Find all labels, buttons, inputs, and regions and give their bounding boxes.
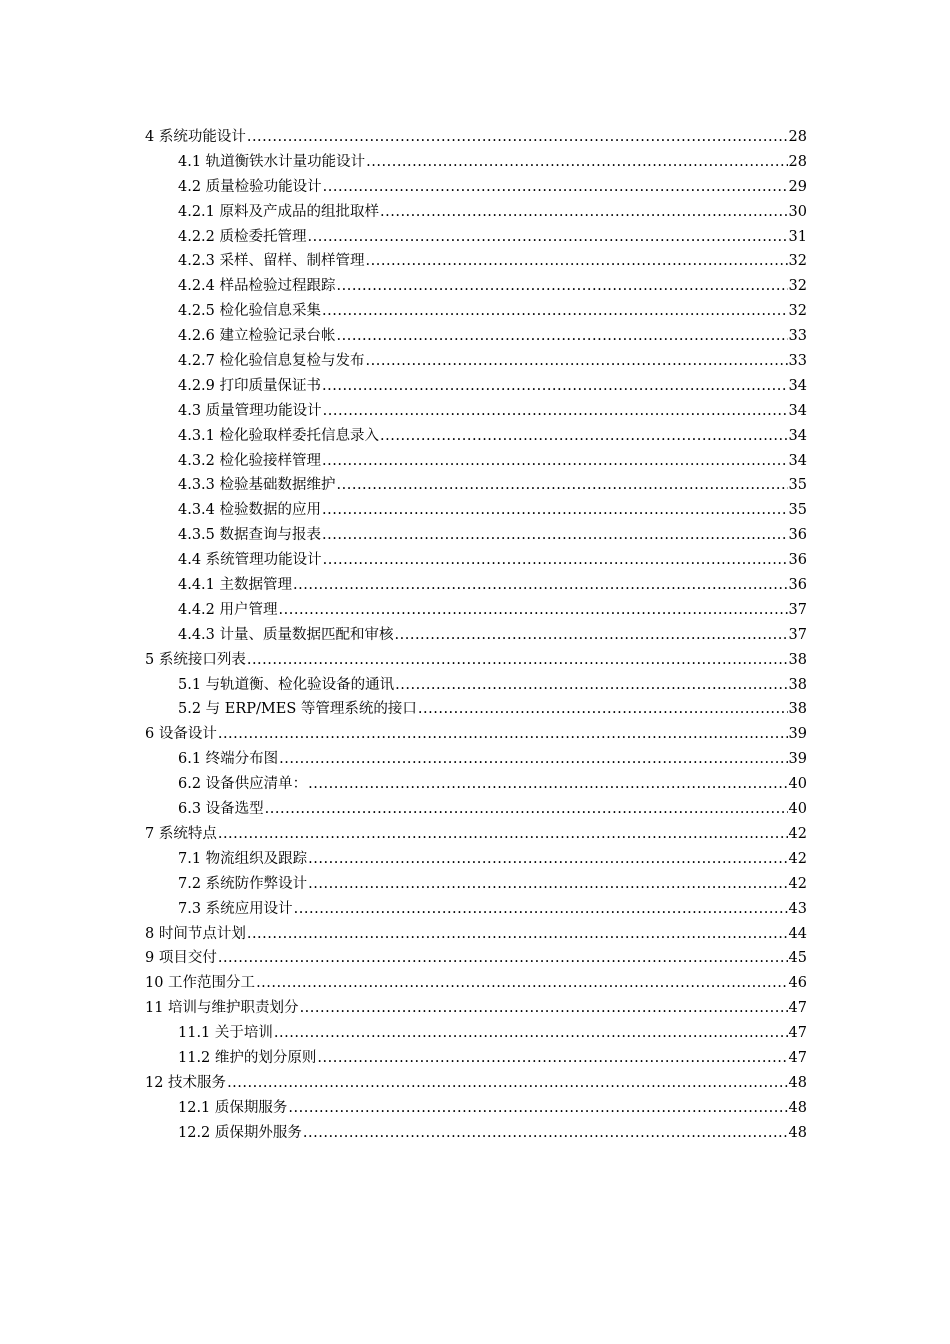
- toc-entry-page-number: 36: [788, 552, 807, 569]
- toc-entry-page-number: 47: [788, 1049, 807, 1066]
- toc-entry-page-number: 36: [788, 577, 807, 594]
- toc-entry-page-number: 31: [788, 228, 807, 245]
- toc-dot-leader: [395, 623, 788, 648]
- toc-entry-section[interactable]: [145, 200, 807, 225]
- toc-entry-title: 4.2.9 打印质量保证书: [178, 377, 322, 394]
- toc-dot-leader: [279, 598, 788, 623]
- toc-entry-page-number: 40: [788, 776, 807, 793]
- toc-dot-leader: [308, 772, 787, 797]
- toc-entry-title: 4.2.4 样品检验过程跟踪: [178, 278, 336, 295]
- toc-entry-section[interactable]: [145, 847, 807, 872]
- toc-dot-leader: [322, 523, 788, 548]
- toc-entry-title: 4.3.3 检验基础数据维护: [178, 477, 336, 494]
- toc-entry-section[interactable]: [145, 548, 807, 573]
- toc-dot-leader: [294, 897, 788, 922]
- toc-dot-leader: [288, 1096, 787, 1121]
- toc-entry-page-number: 28: [788, 153, 807, 170]
- toc-dot-leader: [322, 299, 788, 324]
- toc-entry-chapter[interactable]: [145, 971, 807, 996]
- toc-dot-leader: [218, 722, 788, 747]
- toc-entry-section[interactable]: [145, 349, 807, 374]
- toc-entry-title: 4.3.4 检验数据的应用: [178, 502, 322, 519]
- toc-entry-section[interactable]: [145, 1096, 807, 1121]
- toc-dot-leader: [227, 1071, 787, 1096]
- toc-entry-title: 4.1 轨道衡铁水计量功能设计: [178, 153, 366, 170]
- toc-entry-section[interactable]: [145, 225, 807, 250]
- toc-entry-page-number: 48: [788, 1124, 807, 1141]
- toc-dot-leader: [380, 200, 788, 225]
- toc-entry-chapter[interactable]: [145, 922, 807, 947]
- toc-entry-page-number: 39: [788, 726, 807, 743]
- toc-entry-page-number: 36: [788, 527, 807, 544]
- toc-entry-page-number: 45: [788, 950, 807, 967]
- toc-dot-leader: [293, 573, 788, 598]
- toc-dot-leader: [337, 274, 788, 299]
- toc-entry-title: 4.4 系统管理功能设计: [178, 552, 322, 569]
- toc-entry-page-number: 48: [788, 1074, 807, 1091]
- toc-entry-section[interactable]: [145, 747, 807, 772]
- toc-dot-leader: [395, 673, 787, 698]
- toc-dot-leader: [256, 971, 787, 996]
- toc-entry-section[interactable]: [145, 324, 807, 349]
- toc-entry-page-number: 32: [788, 278, 807, 295]
- toc-entry-page-number: 34: [788, 377, 807, 394]
- toc-entry-title: 4.3.2 检化验接样管理: [178, 452, 322, 469]
- toc-entry-section[interactable]: [145, 299, 807, 324]
- table-of-contents: [145, 125, 807, 1146]
- toc-entry-page-number: 42: [788, 850, 807, 867]
- toc-entry-page-number: 47: [788, 1000, 807, 1017]
- toc-entry-page-number: 46: [788, 975, 807, 992]
- toc-entry-chapter[interactable]: [145, 822, 807, 847]
- toc-entry-title: 4.3.1 检化验取样委托信息录入: [178, 427, 380, 444]
- toc-entry-title: 12.1 质保期服务: [178, 1099, 288, 1116]
- toc-entry-title: 4.2 质量检验功能设计: [178, 178, 322, 195]
- toc-entry-title: 6.3 设备选型: [178, 801, 264, 818]
- toc-dot-leader: [279, 747, 787, 772]
- toc-entry-title: 11.1 关于培训: [178, 1025, 273, 1042]
- toc-entry-page-number: 39: [788, 751, 807, 768]
- toc-dot-leader: [366, 249, 788, 274]
- toc-entry-chapter[interactable]: [145, 946, 807, 971]
- toc-entry-section[interactable]: [145, 150, 807, 175]
- toc-entry-page-number: 48: [788, 1099, 807, 1116]
- toc-dot-leader: [303, 1121, 788, 1146]
- toc-entry-page-number: 32: [788, 303, 807, 320]
- toc-dot-leader: [308, 872, 787, 897]
- toc-entry-title: 9 项目交付: [145, 950, 217, 967]
- toc-entry-section[interactable]: [145, 473, 807, 498]
- toc-dot-leader: [323, 175, 788, 200]
- toc-entry-page-number: 40: [788, 801, 807, 818]
- toc-entry-section[interactable]: [145, 598, 807, 623]
- toc-entry-title: 10 工作范围分工: [145, 975, 256, 992]
- toc-dot-leader: [323, 548, 788, 573]
- toc-entry-page-number: 42: [788, 825, 807, 842]
- toc-entry-title: 8 时间节点计划: [145, 925, 246, 942]
- toc-entry-title: 6 设备设计: [145, 726, 217, 743]
- toc-entry-title: 12.2 质保期外服务: [178, 1124, 302, 1141]
- toc-dot-leader: [366, 150, 787, 175]
- toc-dot-leader: [322, 374, 788, 399]
- toc-entry-title: 4.2.3 采样、留样、制样管理: [178, 253, 365, 270]
- toc-entry-page-number: 43: [788, 900, 807, 917]
- toc-entry-title: 4.4.2 用户管理: [178, 601, 278, 618]
- toc-entry-page-number: 28: [788, 129, 807, 145]
- toc-dot-leader: [218, 946, 788, 971]
- toc-dot-leader: [322, 498, 788, 523]
- toc-entry-section[interactable]: [145, 697, 807, 722]
- toc-entry-page-number: 42: [788, 875, 807, 892]
- toc-entry-page-number: 47: [788, 1025, 807, 1042]
- toc-entry-section[interactable]: [145, 1021, 807, 1046]
- toc-dot-leader: [274, 1021, 788, 1046]
- toc-dot-leader: [337, 473, 788, 498]
- toc-entry-title: 4.3 质量管理功能设计: [178, 402, 322, 419]
- toc-entry-title: 6.2 设备供应清单：: [178, 776, 308, 793]
- toc-entry-section[interactable]: [145, 897, 807, 922]
- toc-entry-section[interactable]: [145, 872, 807, 897]
- toc-entry-title: 4.4.1 主数据管理: [178, 577, 293, 594]
- toc-entry-section[interactable]: [145, 374, 807, 399]
- toc-entry-section[interactable]: [145, 424, 807, 449]
- toc-entry-page-number: 38: [788, 676, 807, 693]
- toc-entry-page-number: 38: [788, 651, 807, 668]
- toc-entry-section[interactable]: [145, 1046, 807, 1071]
- toc-entry-chapter[interactable]: [145, 722, 807, 747]
- toc-entry-section[interactable]: [145, 249, 807, 274]
- toc-entry-section[interactable]: [145, 498, 807, 523]
- toc-entry-section[interactable]: [145, 573, 807, 598]
- toc-dot-leader: [322, 449, 788, 474]
- toc-entry-title: 5.1 与轨道衡、检化验设备的通讯: [178, 676, 395, 693]
- toc-dot-leader: [380, 424, 788, 449]
- toc-dot-leader: [366, 349, 788, 374]
- toc-entry-section[interactable]: [145, 673, 807, 698]
- toc-entry-title: 4.2.1 原料及产成品的组批取样: [178, 203, 380, 220]
- toc-dot-leader: [218, 822, 788, 847]
- toc-entry-section[interactable]: [145, 399, 807, 424]
- toc-entry-title: 7.1 物流组织及跟踪: [178, 850, 308, 867]
- toc-entry-title: 7.2 系统防作弊设计: [178, 875, 308, 892]
- toc-entry-page-number: 35: [788, 477, 807, 494]
- toc-dot-leader: [247, 125, 788, 150]
- toc-entry-chapter[interactable]: [145, 125, 807, 150]
- toc-entry-page-number: 33: [788, 328, 807, 345]
- toc-entry-section[interactable]: [145, 274, 807, 299]
- toc-entry-page-number: 37: [788, 626, 807, 643]
- toc-entry-section[interactable]: [145, 523, 807, 548]
- toc-entry-page-number: 33: [788, 353, 807, 370]
- toc-entry-title: 4.3.5 数据查询与报表: [178, 527, 322, 544]
- toc-entry-section[interactable]: [145, 772, 807, 797]
- toc-entry-title: 5.2 与 ERP/MES 等管理系统的接口: [178, 701, 417, 718]
- toc-entry-page-number: 35: [788, 502, 807, 519]
- toc-entry-page-number: 44: [788, 925, 807, 942]
- toc-entry-section[interactable]: [145, 797, 807, 822]
- toc-dot-leader: [337, 324, 788, 349]
- toc-entry-page-number: 34: [788, 427, 807, 444]
- toc-entry-page-number: 29: [788, 178, 807, 195]
- toc-entry-title: 6.1 终端分布图: [178, 751, 279, 768]
- toc-dot-leader: [323, 399, 788, 424]
- toc-entry-title: 4.2.6 建立检验记录台帐: [178, 328, 336, 345]
- toc-entry-page-number: 34: [788, 452, 807, 469]
- toc-entry-page-number: 34: [788, 402, 807, 419]
- toc-entry-page-number: 37: [788, 601, 807, 618]
- toc-entry-page-number: 30: [788, 203, 807, 220]
- toc-entry-title: 7 系统特点: [145, 825, 217, 842]
- toc-entry-title: 4.2.7 检化验信息复检与发布: [178, 353, 365, 370]
- toc-dot-leader: [300, 996, 788, 1021]
- toc-entry-title: 12 技术服务: [145, 1074, 227, 1091]
- toc-entry-chapter[interactable]: [145, 1071, 807, 1096]
- toc-entry-section[interactable]: [145, 623, 807, 648]
- toc-entry-chapter[interactable]: [145, 648, 807, 673]
- toc-dot-leader: [265, 797, 788, 822]
- toc-entry-section[interactable]: [145, 449, 807, 474]
- toc-entry-chapter[interactable]: [145, 996, 807, 1021]
- toc-entry-page-number: 38: [788, 701, 807, 718]
- toc-entry-title: 4.2.2 质检委托管理: [178, 228, 307, 245]
- toc-entry-section[interactable]: [145, 175, 807, 200]
- toc-dot-leader: [308, 847, 787, 872]
- toc-entry-section[interactable]: [145, 1121, 807, 1146]
- toc-dot-leader: [247, 648, 788, 673]
- toc-entry-title: 4 系统功能设计: [145, 129, 246, 145]
- toc-entry-title: 11.2 维护的划分原则: [178, 1049, 317, 1066]
- toc-dot-leader: [418, 697, 788, 722]
- toc-dot-leader: [317, 1046, 787, 1071]
- toc-entry-page-number: 32: [788, 253, 807, 270]
- toc-dot-leader: [308, 225, 788, 250]
- toc-entry-title: 11 培训与维护职责划分: [145, 1000, 299, 1017]
- toc-entry-title: 4.4.3 计量、质量数据匹配和审核: [178, 626, 394, 643]
- toc-entry-title: 7.3 系统应用设计: [178, 900, 293, 917]
- toc-dot-leader: [247, 922, 788, 947]
- toc-entry-title: 5 系统接口列表: [145, 651, 246, 668]
- toc-entry-title: 4.2.5 检化验信息采集: [178, 303, 322, 320]
